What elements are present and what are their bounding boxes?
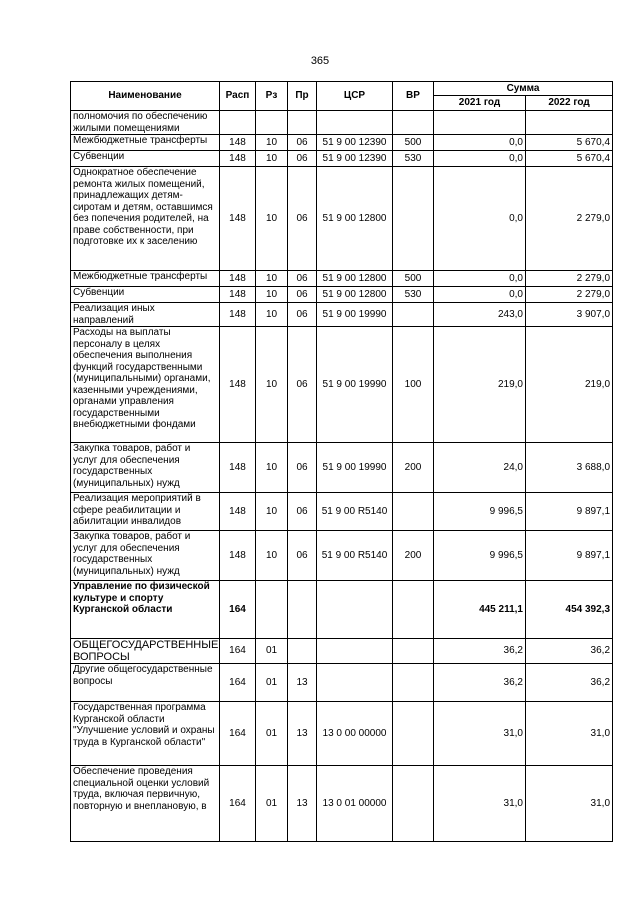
header-2021: 2021 год [434, 96, 526, 111]
cell-pr [288, 639, 317, 664]
cell-name: Межбюджетные трансферты [71, 271, 220, 287]
cell-rz: 01 [256, 702, 288, 766]
cell-csr: 51 9 00 12390 [317, 151, 393, 167]
cell-y2021: 243,0 [434, 303, 526, 327]
cell-y2021: 31,0 [434, 766, 526, 842]
cell-rz: 01 [256, 639, 288, 664]
cell-pr: 06 [288, 493, 317, 531]
cell-vr [393, 493, 434, 531]
cell-rz: 10 [256, 493, 288, 531]
cell-pr: 13 [288, 664, 317, 702]
cell-csr: 51 9 00 R5140 [317, 493, 393, 531]
cell-rz: 01 [256, 664, 288, 702]
cell-name: Другие общегосударственные вопросы [71, 664, 220, 702]
cell-y2022: 5 670,4 [526, 135, 613, 151]
cell-rz: 10 [256, 443, 288, 493]
cell-name: Межбюджетные трансферты [71, 135, 220, 151]
cell-rasp: 148 [220, 493, 256, 531]
cell-rz: 10 [256, 135, 288, 151]
cell-csr: 13 0 01 00000 [317, 766, 393, 842]
cell-pr: 13 [288, 702, 317, 766]
header-vr: ВР [393, 82, 434, 111]
cell-y2021: 445 211,1 [434, 581, 526, 639]
table-row [71, 271, 613, 287]
cell-rasp: 148 [220, 287, 256, 303]
cell-name: Обеспечение проведения специальной оценки условий труда, включая первичную, повторную и внеплановую, в [71, 766, 220, 842]
cell-rasp: 148 [220, 327, 256, 443]
cell-name: Однократное обеспечение ремонта жилых помещений, принадлежащих детям-сиротам и детям, оставшимся без попечения родителей, на праве собственности, при подготовке их к заселению [71, 167, 220, 271]
cell-rasp: 164 [220, 766, 256, 842]
cell-csr: 51 9 00 19990 [317, 303, 393, 327]
cell-rasp: 164 [220, 702, 256, 766]
cell-vr [393, 303, 434, 327]
cell-y2022: 2 279,0 [526, 287, 613, 303]
header-name: Наименование [71, 82, 220, 111]
cell-y2021: 0,0 [434, 167, 526, 271]
header-sum: Сумма [434, 82, 613, 96]
table-body [71, 111, 613, 842]
cell-name: Субвенции [71, 151, 220, 167]
cell-y2022: 9 897,1 [526, 493, 613, 531]
cell-vr: 500 [393, 135, 434, 151]
cell-csr: 51 9 00 12800 [317, 287, 393, 303]
budget-table [70, 81, 613, 842]
cell-y2022: 36,2 [526, 664, 613, 702]
cell-pr [288, 111, 317, 135]
cell-vr: 530 [393, 151, 434, 167]
cell-csr: 51 9 00 19990 [317, 443, 393, 493]
header-pr: Пр [288, 82, 317, 111]
table-row [71, 531, 613, 581]
cell-name: Реализация иных направлений [71, 303, 220, 327]
cell-rasp: 164 [220, 664, 256, 702]
cell-y2021: 0,0 [434, 135, 526, 151]
cell-y2022: 9 897,1 [526, 531, 613, 581]
cell-csr [317, 111, 393, 135]
cell-rz: 10 [256, 167, 288, 271]
cell-rz: 10 [256, 271, 288, 287]
cell-name: Закупка товаров, работ и услуг для обеспечения государственных (муниципальных) нужд [71, 443, 220, 493]
cell-name: Закупка товаров, работ и услуг для обеспечения государственных (муниципальных) нужд [71, 531, 220, 581]
cell-pr: 06 [288, 271, 317, 287]
cell-y2022: 3 907,0 [526, 303, 613, 327]
cell-pr [288, 581, 317, 639]
cell-csr: 51 9 00 12800 [317, 271, 393, 287]
cell-pr: 06 [288, 167, 317, 271]
header-2022: 2022 год [526, 96, 613, 111]
cell-y2021: 31,0 [434, 702, 526, 766]
table-row [71, 135, 613, 151]
cell-rz: 10 [256, 287, 288, 303]
cell-rasp: 148 [220, 151, 256, 167]
cell-name: полномочия по обеспечению жилыми помещениями [71, 111, 220, 135]
cell-rz [256, 111, 288, 135]
cell-csr [317, 664, 393, 702]
cell-y2022: 3 688,0 [526, 443, 613, 493]
cell-name: Субвенции [71, 287, 220, 303]
table-row [71, 639, 613, 664]
cell-vr: 100 [393, 327, 434, 443]
cell-y2021: 0,0 [434, 271, 526, 287]
cell-csr: 51 9 00 19990 [317, 327, 393, 443]
header-rasp: Расп [220, 82, 256, 111]
cell-rasp [220, 111, 256, 135]
cell-pr: 06 [288, 327, 317, 443]
table-row [71, 766, 613, 842]
cell-vr [393, 766, 434, 842]
page-number: 365 [310, 55, 330, 67]
table-row [71, 151, 613, 167]
cell-vr [393, 581, 434, 639]
cell-csr: 51 9 00 R5140 [317, 531, 393, 581]
cell-rasp: 148 [220, 167, 256, 271]
cell-pr: 13 [288, 766, 317, 842]
cell-rasp: 148 [220, 135, 256, 151]
cell-y2022: 2 279,0 [526, 167, 613, 271]
table-row [71, 327, 613, 443]
cell-pr: 06 [288, 531, 317, 581]
cell-csr: 51 9 00 12800 [317, 167, 393, 271]
cell-name: Государственная программа Курганской области "Улучшение условий и охраны труда в Курганской области" [71, 702, 220, 766]
cell-y2022: 31,0 [526, 766, 613, 842]
cell-rasp: 148 [220, 271, 256, 287]
header-rz: Рз [256, 82, 288, 111]
cell-vr [393, 167, 434, 271]
table-row [71, 581, 613, 639]
cell-rz: 10 [256, 327, 288, 443]
table-row [71, 493, 613, 531]
table-row [71, 702, 613, 766]
cell-y2022: 36,2 [526, 639, 613, 664]
table-row [71, 287, 613, 303]
cell-pr: 06 [288, 303, 317, 327]
cell-csr [317, 581, 393, 639]
cell-vr: 200 [393, 531, 434, 581]
cell-y2022 [526, 111, 613, 135]
cell-y2021: 36,2 [434, 664, 526, 702]
cell-vr [393, 664, 434, 702]
cell-rasp: 148 [220, 303, 256, 327]
header-csr: ЦСР [317, 82, 393, 111]
cell-pr: 06 [288, 151, 317, 167]
cell-csr: 13 0 00 00000 [317, 702, 393, 766]
cell-y2021: 9 996,5 [434, 531, 526, 581]
cell-csr [317, 639, 393, 664]
cell-vr [393, 111, 434, 135]
cell-vr [393, 639, 434, 664]
table-row [71, 167, 613, 271]
table-row [71, 303, 613, 327]
cell-name: Реализация мероприятий в сфере реабилитации и абилитации инвалидов [71, 493, 220, 531]
table-row [71, 111, 613, 135]
cell-rasp: 164 [220, 581, 256, 639]
cell-y2022: 454 392,3 [526, 581, 613, 639]
cell-rasp: 148 [220, 531, 256, 581]
cell-y2022: 219,0 [526, 327, 613, 443]
table-row [71, 664, 613, 702]
cell-name: Расходы на выплаты персоналу в целях обеспечения выполнения функций государственными (муниципальными) органами, казенными учреждениями, органами управления государственными внебюджетными фондами [71, 327, 220, 443]
cell-pr: 06 [288, 443, 317, 493]
cell-vr [393, 702, 434, 766]
cell-y2021: 9 996,5 [434, 493, 526, 531]
cell-rz: 10 [256, 531, 288, 581]
cell-y2021: 0,0 [434, 287, 526, 303]
cell-y2021: 24,0 [434, 443, 526, 493]
cell-y2022: 2 279,0 [526, 271, 613, 287]
cell-y2022: 5 670,4 [526, 151, 613, 167]
cell-rz: 01 [256, 766, 288, 842]
cell-y2021: 0,0 [434, 151, 526, 167]
cell-pr: 06 [288, 287, 317, 303]
cell-vr: 200 [393, 443, 434, 493]
cell-rz: 10 [256, 303, 288, 327]
cell-y2022: 31,0 [526, 702, 613, 766]
cell-name: Управление по физической культуре и спорту Курганской области [71, 581, 220, 639]
cell-rasp: 148 [220, 443, 256, 493]
cell-rz: 10 [256, 151, 288, 167]
cell-vr: 530 [393, 287, 434, 303]
cell-pr: 06 [288, 135, 317, 151]
table-row [71, 443, 613, 493]
cell-name: ОБЩЕГОСУДАРСТВЕННЫЕ ВОПРОСЫ [71, 639, 220, 664]
cell-y2021: 36,2 [434, 639, 526, 664]
cell-rasp: 164 [220, 639, 256, 664]
cell-rz [256, 581, 288, 639]
cell-vr: 500 [393, 271, 434, 287]
cell-y2021: 219,0 [434, 327, 526, 443]
cell-csr: 51 9 00 12390 [317, 135, 393, 151]
cell-y2021 [434, 111, 526, 135]
